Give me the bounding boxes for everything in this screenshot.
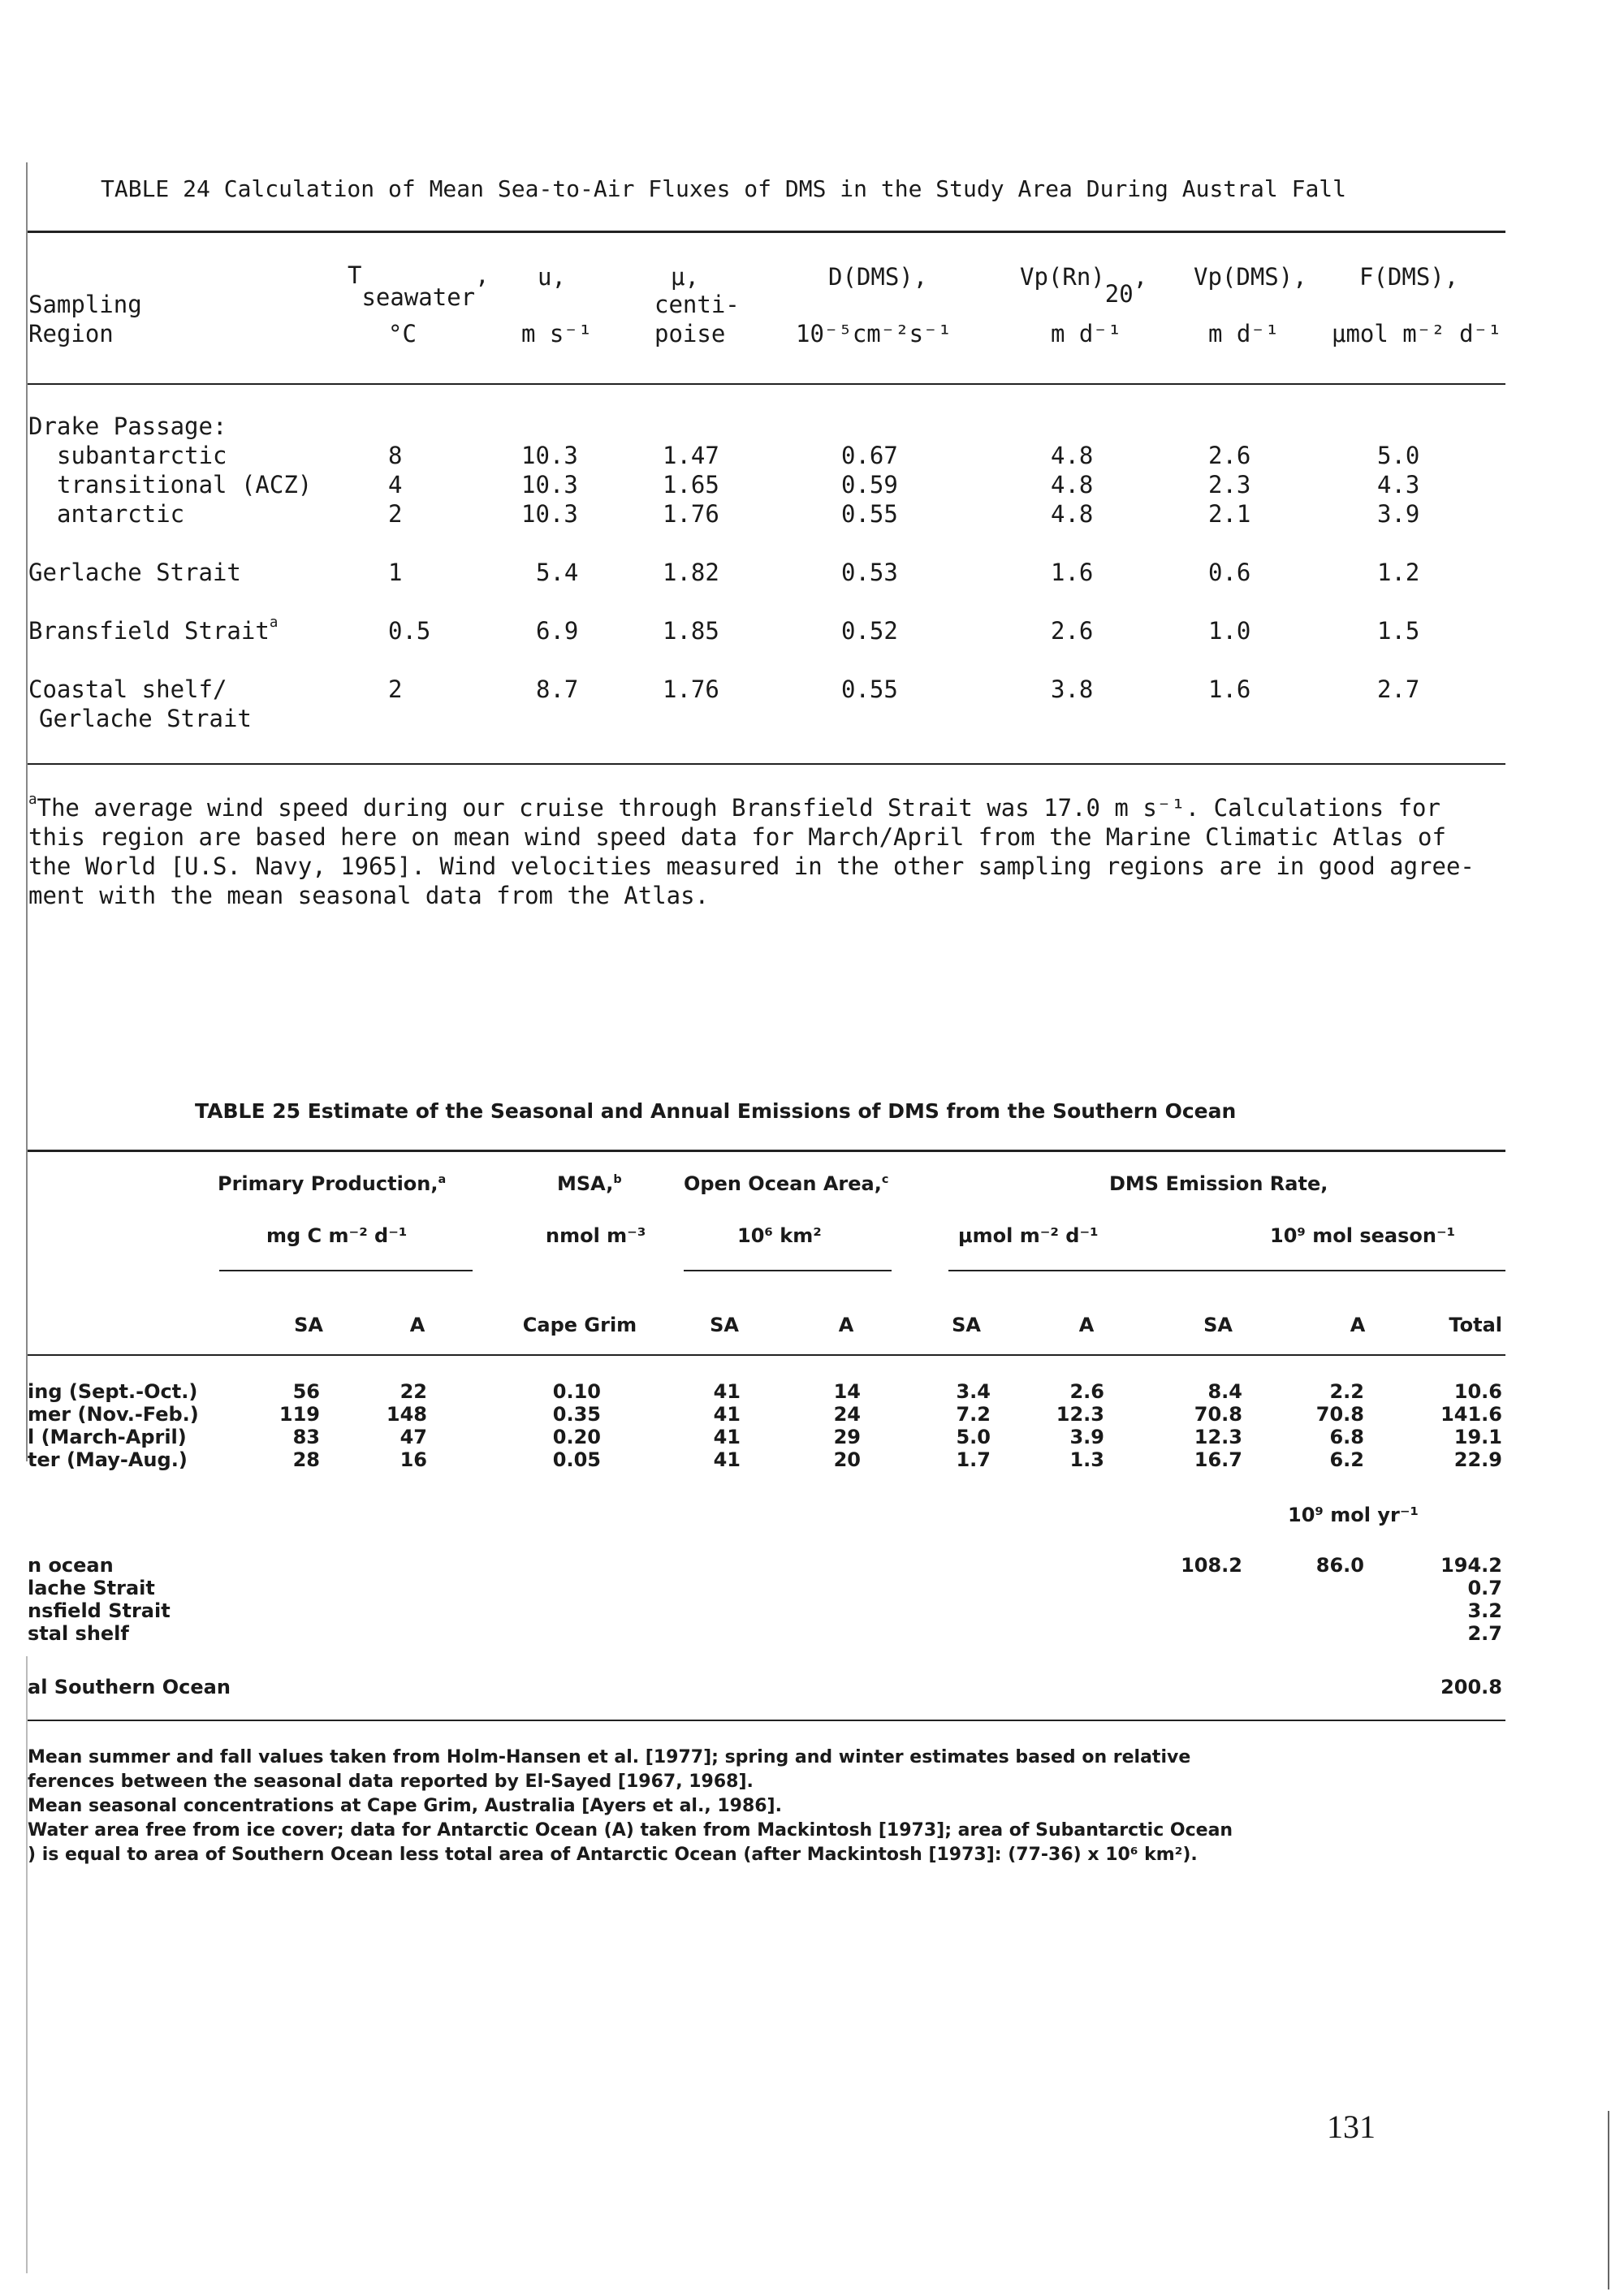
t24-header-vprn [1020,263,1148,308]
t24-row-region-2: Gerlache Strait [39,705,252,732]
t25-annual-sa: 108.2 [1181,1554,1242,1577]
t25-sub-header: A [838,1314,854,1336]
t25-cell: 24 [833,1403,861,1426]
t24-cell-d: 0.55 [841,675,898,703]
t24-cell-vpdms: 2.1 [1208,500,1251,528]
t25-row-label: ing (Sept.-Oct.) [28,1380,198,1403]
t25-total-value: 200.8 [1440,1676,1502,1698]
t25-row-label: l (March-April) [28,1426,187,1448]
t24-header-vpdms: Vp(DMS), [1194,263,1307,291]
t25-cell: 41 [713,1403,741,1426]
t24-header-vprn-comma: , [1133,263,1148,291]
t24-header-region-1: Sampling [28,291,142,318]
t25-header-msa [557,1172,622,1195]
t24-cell-vpdms: 2.6 [1208,442,1251,469]
t24-cell-mu: 1.47 [663,442,719,469]
t24-cell-mu: 1.76 [663,500,719,528]
t24-cell-f: 1.2 [1377,559,1420,586]
t25-sub-header: SA [294,1314,323,1336]
t25-note-line: Mean summer and fall values taken from Holm-Hansen et al. [1977]; spring and winter estimates based on relative [28,1747,1191,1767]
t25-header-dms: DMS Emission Rate, [1109,1172,1328,1195]
t25-annual-label: nsfield Strait [28,1599,171,1622]
t24-row-region: Gerlache Strait [28,559,241,586]
t25-group-rule-pp [219,1270,473,1271]
t25-group-rule-dms [948,1270,1505,1271]
t25-cell: 6.2 [1329,1448,1364,1471]
t24-footnote-text-1: The average wind speed during our cruise through Bransfield Strait was 17.0 m s⁻¹. Calculations for [37,794,1440,822]
t25-cell: 2.2 [1329,1380,1364,1403]
t24-row-region: Coastal shelf/ [28,675,227,703]
t25-sub-header: SA [1203,1314,1233,1336]
t25-cell: 1.3 [1069,1448,1104,1471]
t24-cell-f: 5.0 [1377,442,1420,469]
page-number: 131 [1327,2108,1376,2145]
t24-header-fdms: F(DMS), [1359,263,1459,291]
t24-row-region: transitional (ACZ) [57,471,313,498]
t25-cell: 8.4 [1207,1380,1242,1403]
t24-cell-t: 1 [388,559,403,586]
t25-note-line: ferences between the seasonal data reported by El-Sayed [1967, 1968]. [28,1772,754,1792]
t24-cell-t: 4 [388,471,403,498]
t24-header-u: u, [538,263,566,291]
t24-cell-f: 2.7 [1377,675,1420,703]
t24-cell-t: 2 [388,500,403,528]
t25-cell: 3.9 [1069,1426,1104,1448]
t25-sub-header: SA [710,1314,739,1336]
t25-cell: 22.9 [1453,1448,1502,1471]
t24-footnote-line-1 [28,794,1440,822]
t25-cell: 20 [833,1448,861,1471]
t25-cell: 7.2 [956,1403,991,1426]
t24-header-ddms-unit: 10⁻⁵cm⁻²s⁻¹ [796,320,952,347]
t25-cell: 0.10 [552,1380,601,1403]
t24-header-mu-2: centi- [654,291,740,318]
t24-cell-vprn: 1.6 [1051,559,1094,586]
t25-cell: 47 [400,1426,427,1448]
table24-header-rule [28,383,1505,385]
t25-annual-total: 194.2 [1440,1554,1502,1577]
t25-cell: 41 [713,1380,741,1403]
t25-header-msa-label: MSA, [557,1172,614,1195]
table25-header-rule [28,1354,1505,1356]
t25-cell: 3.4 [956,1380,991,1403]
t25-cell: 14 [833,1380,861,1403]
t25-cell: 12.3 [1194,1426,1242,1448]
t24-header-vprn-unit: m d⁻¹ [1051,320,1122,347]
t24-cell-u: 8.7 [536,675,579,703]
t24-cell-vprn: 4.8 [1051,442,1094,469]
t24-cell-d: 0.53 [841,559,898,586]
t24-cell-u: 10.3 [521,471,578,498]
t25-annual-label: n ocean [28,1554,114,1577]
t25-cell: 0.20 [552,1426,601,1448]
t25-note-line: Mean seasonal concentrations at Cape Grim, Australia [Ayers et al., 1986]. [28,1796,782,1816]
t24-cell-mu: 1.65 [663,471,719,498]
t25-row-label: mer (Nov.-Feb.) [28,1403,199,1426]
t24-cell-f: 1.5 [1377,617,1420,645]
t24-cell-u: 10.3 [521,500,578,528]
t25-cell: 22 [400,1380,427,1403]
t24-cell-f: 3.9 [1377,500,1420,528]
t24-cell-u: 5.4 [536,559,579,586]
t24-cell-t: 0.5 [388,617,431,645]
t24-footnote-line-2: this region are based here on mean wind speed data for March/April from the Marine Climatic Atlas of [28,823,1446,851]
t25-note-line: ) is equal to area of Southern Ocean less total area of Antarctic Ocean (after Mackintosh [1973]: (77-36) x 10⁶ km²). [28,1845,1198,1865]
table25-bottom-rule [28,1720,1505,1721]
t24-cell-d: 0.59 [841,471,898,498]
t25-cell: 0.05 [552,1448,601,1471]
t24-cell-d: 0.55 [841,500,898,528]
t25-header-pp-sup: a [438,1173,447,1186]
t24-header-region-2: Region [28,320,114,347]
t24-cell-vpdms: 1.6 [1208,675,1251,703]
t25-sub-header: A [1350,1314,1366,1336]
t24-cell-vprn: 3.8 [1051,675,1094,703]
t24-header-t-unit: °C [388,320,417,347]
t24-group-label: Drake Passage: [28,412,227,440]
t24-cell-u: 10.3 [521,442,578,469]
t24-header-t-main: T [348,261,362,289]
t25-total-label: al Southern Ocean [28,1676,231,1698]
t24-cell-vprn: 4.8 [1051,500,1094,528]
t25-annual-label: stal shelf [28,1622,129,1645]
t24-cell-mu: 1.85 [663,617,719,645]
t25-sub-header: A [409,1314,425,1336]
t25-sub-header: SA [952,1314,981,1336]
t24-header-t-comma: , [475,261,490,289]
t25-header-area-sup: c [881,1173,889,1186]
t24-cell-t: 8 [388,442,403,469]
t25-header-pp-unit: mg C m⁻² d⁻¹ [266,1224,408,1247]
t25-group-rule-area [684,1270,892,1271]
t25-cell: 10.6 [1453,1380,1502,1403]
left-margin-line [26,162,28,1461]
t25-cell: 2.6 [1069,1380,1104,1403]
t25-cell: 6.8 [1329,1426,1364,1448]
t25-annual-a: 86.0 [1315,1554,1364,1577]
t24-cell-vprn: 2.6 [1051,617,1094,645]
t24-cell-d: 0.67 [841,442,898,469]
t24-cell-mu: 1.76 [663,675,719,703]
t25-cell: 119 [279,1403,320,1426]
t25-cell: 12.3 [1056,1403,1104,1426]
t24-header-ddms: D(DMS), [828,263,928,291]
t24-header-mu-unit: poise [654,320,726,347]
t25-note-line: Water area free from ice cover; data for Antarctic Ocean (A) taken from Mackintosh [1973]; area of Subantarctic Ocean [28,1820,1233,1841]
table24-bottom-rule [28,763,1505,765]
t25-annual-unit: 10⁹ mol yr⁻¹ [1288,1504,1419,1526]
t25-cell: 29 [833,1426,861,1448]
t25-cell: 41 [713,1426,741,1448]
t24-cell-vprn: 4.8 [1051,471,1094,498]
table24-title: TABLE 24 Calculation of Mean Sea-to-Air Fluxes of DMS in the Study Area During Austral Fall [101,175,1347,202]
t25-sub-header: Cape Grim [522,1314,637,1336]
t25-header-msa-sup: b [613,1173,622,1186]
t25-cell: 41 [713,1448,741,1471]
t24-header-fdms-unit: μmol m⁻² d⁻¹ [1332,320,1502,347]
t25-cell: 70.8 [1315,1403,1364,1426]
t25-header-area-unit: 10⁶ km² [737,1224,822,1247]
t25-header-dms-unit1: μmol m⁻² d⁻¹ [958,1224,1099,1247]
t24-cell-f: 4.3 [1377,471,1420,498]
t25-cell: 5.0 [956,1426,991,1448]
t25-cell: 28 [292,1448,320,1471]
t25-header-pp [218,1172,446,1195]
t25-annual-total: 2.7 [1467,1622,1502,1645]
t25-header-area [684,1172,888,1195]
t24-header-vpdms-unit: m d⁻¹ [1208,320,1280,347]
t24-header-vprn-main: Vp(Rn) [1020,263,1105,291]
t25-cell: 0.35 [552,1403,601,1426]
t25-sub-header: A [1078,1314,1095,1336]
t25-cell: 148 [386,1403,427,1426]
table24-top-rule [28,231,1505,233]
t25-cell: 1.7 [956,1448,991,1471]
t25-row-label: ter (May-Aug.) [28,1448,188,1471]
t24-cell-u: 6.9 [536,617,579,645]
t25-sub-header: Total [1449,1314,1502,1336]
t25-cell: 70.8 [1194,1403,1242,1426]
t24-cell-t: 2 [388,675,403,703]
t25-cell: 19.1 [1453,1426,1502,1448]
t24-bransfield-label: Bransfield Strait [28,617,270,645]
t25-cell: 56 [292,1380,320,1403]
table25-title: TABLE 25 Estimate of the Seasonal and Annual Emissions of DMS from the Southern Ocean [195,1099,1237,1123]
table25-top-rule [28,1150,1505,1152]
t25-cell: 16 [400,1448,427,1471]
t25-header-dms-unit2: 10⁹ mol season⁻¹ [1270,1224,1456,1247]
t25-annual-total: 3.2 [1467,1599,1502,1622]
t25-annual-total: 0.7 [1467,1577,1502,1599]
t24-footnote-mark: a [28,792,37,809]
t25-cell: 141.6 [1440,1403,1502,1426]
t24-row-region [28,617,278,645]
t25-cell: 16.7 [1194,1448,1242,1471]
t24-cell-d: 0.52 [841,617,898,645]
t24-cell-vpdms: 2.3 [1208,471,1251,498]
t25-header-area-label: Open Ocean Area, [684,1172,882,1195]
t24-cell-vpdms: 1.0 [1208,617,1251,645]
t25-annual-label: lache Strait [28,1577,155,1599]
t24-cell-mu: 1.82 [663,559,719,586]
t25-header-pp-label: Primary Production, [218,1172,438,1195]
right-edge-line [1608,2111,1609,2290]
t24-row-region: antarctic [57,500,185,528]
t25-header-msa-unit: nmol m⁻³ [546,1224,646,1247]
t24-header-mu: μ, [671,263,699,291]
t24-cell-vpdms: 0.6 [1208,559,1251,586]
t24-header-vprn-sub: 20 [1104,279,1134,308]
t25-cell: 83 [292,1426,320,1448]
t24-header-u-unit: m s⁻¹ [521,320,593,347]
t24-header-t [348,261,490,311]
t24-row-region: subantarctic [57,442,227,469]
t24-bransfield-sup: a [269,615,279,632]
t24-footnote-line-4: ment with the mean seasonal data from the Atlas. [28,882,710,909]
t24-footnote-line-3: the World [U.S. Navy, 1965]. Wind velocities measured in the other sampling regions are in good agree- [28,852,1475,880]
t24-header-t-sub: seawater [361,283,476,311]
